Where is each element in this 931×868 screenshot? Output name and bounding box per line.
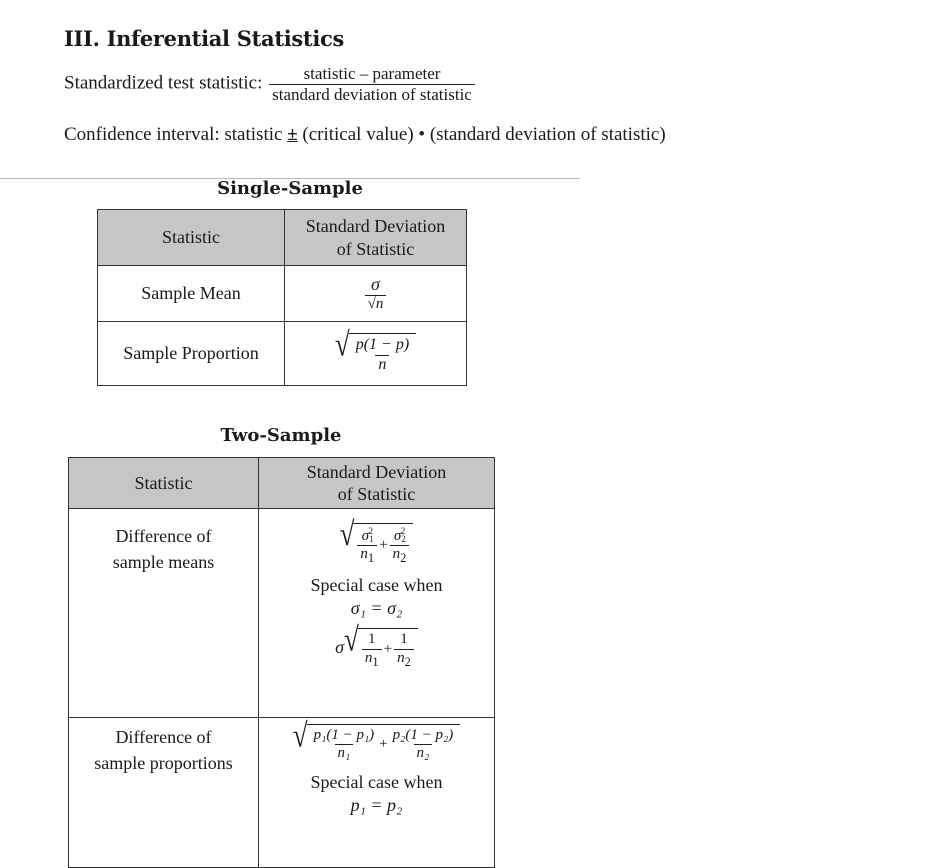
- denominator: standard deviation of statistic: [269, 84, 475, 105]
- row-formula: [285, 322, 467, 386]
- standardized-test-statistic: [64, 64, 477, 104]
- table-row: [69, 718, 495, 868]
- sigma-over-root-n: [365, 274, 387, 313]
- sqrt-prop-sum: [292, 716, 460, 763]
- header-statistic: Statistic: [98, 210, 285, 266]
- denominator: n: [375, 355, 389, 374]
- single-sample-table: [97, 209, 467, 386]
- special-case-label: Special case when: [310, 574, 443, 595]
- special-case-label: Special case when: [310, 771, 443, 792]
- label-line: Difference of: [115, 526, 212, 546]
- sigma: σ: [361, 528, 369, 544]
- n: n: [360, 546, 368, 563]
- label-line: sample means: [112, 552, 215, 573]
- single-sample-caption: Single-Sample: [217, 178, 363, 199]
- n: n: [375, 295, 384, 312]
- sigma: σ: [393, 528, 402, 544]
- header-sd: [285, 210, 467, 266]
- subscript: 2: [400, 551, 407, 566]
- numerator: p₂(1 − p₂): [392, 727, 454, 743]
- n: n: [397, 649, 405, 666]
- row-label: [69, 718, 259, 868]
- one: 1: [368, 631, 376, 648]
- denominator: n₂: [414, 744, 433, 762]
- bullet: •: [418, 124, 426, 145]
- header-statistic: Statistic: [69, 458, 259, 509]
- section-title: III. Inferential Statistics: [64, 26, 345, 51]
- two-sample-table: [68, 457, 495, 868]
- two-sample-caption: Two-Sample: [220, 425, 342, 446]
- subscript: 1: [367, 551, 375, 566]
- n: n: [392, 546, 401, 563]
- label-line: Difference of: [115, 727, 212, 747]
- row-formula: [285, 266, 467, 322]
- sqrt-var-sum: [339, 515, 414, 566]
- critical-value: (critical value): [302, 124, 414, 145]
- plus: +: [379, 536, 388, 553]
- row-label: [69, 509, 259, 718]
- sqrt-icon: √: [344, 620, 359, 659]
- plus: +: [379, 735, 388, 752]
- confidence-interval: [64, 124, 666, 146]
- sd-text: (standard deviation of statistic): [429, 124, 666, 145]
- table-row: [69, 509, 495, 718]
- sqrt-icon: √: [334, 325, 350, 364]
- special-case-condition: p₁ = p₂: [350, 794, 403, 815]
- header-line: Standard Deviation: [305, 216, 446, 236]
- label: Standardized test statistic:: [64, 72, 263, 94]
- numerator: p₁(1 − p₁): [313, 727, 375, 743]
- one: 1: [400, 631, 408, 648]
- pooled-formula: [335, 620, 418, 669]
- header-sd: [259, 458, 495, 509]
- plus: +: [383, 641, 393, 658]
- subscript: 2: [404, 654, 411, 669]
- label: Confidence interval: statistic: [64, 124, 283, 145]
- special-case-condition: σ₁ = σ₂: [350, 598, 403, 619]
- superscript: 2: [368, 526, 373, 536]
- numerator: p(1 − p): [355, 336, 410, 354]
- sqrt-icon: √: [339, 515, 355, 553]
- sigma: σ: [371, 274, 380, 295]
- row-label: Sample Proportion: [98, 322, 285, 386]
- sqrt-icon: √: [367, 295, 376, 312]
- superscript: 2: [400, 526, 406, 536]
- header-line: Standard Deviation: [306, 461, 447, 482]
- header-line: of Statistic: [336, 238, 415, 259]
- plus-minus: ±: [287, 124, 298, 145]
- label-line: sample proportions: [94, 753, 233, 774]
- n: n: [364, 649, 373, 666]
- row-formula: [259, 509, 495, 718]
- table-row: [98, 266, 467, 322]
- row-formula: [259, 718, 495, 868]
- denominator: n₁: [335, 744, 354, 762]
- header-row: [69, 458, 495, 509]
- numerator: statistic – parameter: [303, 64, 441, 83]
- sigma: σ: [335, 636, 345, 657]
- subscript: 1: [369, 534, 374, 544]
- table-row: [98, 322, 467, 386]
- subscript: 2: [401, 534, 406, 544]
- sqrt: [334, 325, 416, 374]
- sqrt-icon: √: [292, 716, 308, 755]
- row-label: Sample Mean: [98, 266, 285, 322]
- subscript: 1: [372, 654, 379, 669]
- header-row: [98, 210, 467, 266]
- fraction: [269, 64, 475, 104]
- header-line: of Statistic: [337, 484, 416, 504]
